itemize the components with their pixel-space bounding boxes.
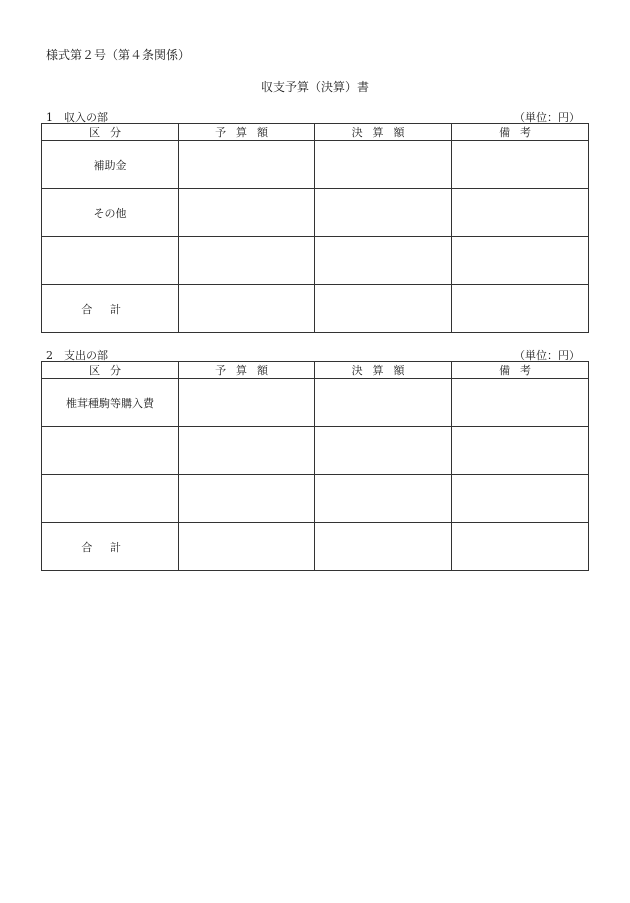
income-total-settlement-cell[interactable] [315,285,452,333]
expense-total-settlement-cell[interactable] [315,523,452,571]
expense-total-budget-cell[interactable] [179,523,315,571]
expense-category-cell[interactable] [42,427,179,475]
income-budget-cell[interactable] [179,237,315,285]
income-section-title: 1 収入の部 [46,111,108,124]
column-header-remarks: 備考 [452,362,589,379]
income-settlement-cell[interactable] [315,189,452,237]
income-remarks-cell[interactable] [452,237,589,285]
column-header-budget: 予算額 [179,362,315,379]
income-remarks-cell[interactable] [452,141,589,189]
expense-budget-cell[interactable] [179,427,315,475]
table-row [42,189,589,237]
column-header-settlement: 決算額 [315,362,452,379]
income-unit-label: （単位：円） [514,111,580,124]
expense-total-row [42,523,589,571]
income-budget-cell[interactable] [179,141,315,189]
column-header-category: 区分 [42,124,179,141]
expense-header-row [42,362,589,379]
column-header-settlement: 決算額 [315,124,452,141]
column-header-remarks: 備考 [452,124,589,141]
document-title: 収支予算（決算）書 [260,80,369,94]
expense-category-cell: 椎茸種駒等購入費 [42,379,179,427]
income-category-cell[interactable] [42,237,179,285]
income-total-budget-cell[interactable] [179,285,315,333]
income-total-label: 合計 [42,285,179,333]
expense-total-remarks-cell[interactable] [452,523,589,571]
expense-settlement-cell[interactable] [315,475,452,523]
expense-remarks-cell[interactable] [452,427,589,475]
expense-budget-cell[interactable] [179,379,315,427]
income-remarks-cell[interactable] [452,189,589,237]
income-header-row [42,124,589,141]
table-row [42,427,589,475]
form-number: 様式第２号（第４条関係） [46,48,191,62]
income-budget-cell[interactable] [179,189,315,237]
expense-budget-cell[interactable] [179,475,315,523]
income-category-cell: 補助金 [42,141,179,189]
expense-total-label: 合計 [42,523,179,571]
column-header-category: 区分 [42,362,179,379]
expense-settlement-cell[interactable] [315,379,452,427]
table-row [42,237,589,285]
income-table [41,123,589,333]
income-settlement-cell[interactable] [315,141,452,189]
income-category-cell: その他 [42,189,179,237]
expense-unit-label: （単位：円） [514,349,580,362]
income-settlement-cell[interactable] [315,237,452,285]
expense-settlement-cell[interactable] [315,427,452,475]
column-header-budget: 予算額 [179,124,315,141]
expense-category-cell[interactable] [42,475,179,523]
table-row [42,379,589,427]
table-row [42,141,589,189]
expense-section-title: 2 支出の部 [46,349,108,362]
table-row [42,475,589,523]
expense-remarks-cell[interactable] [452,379,589,427]
income-total-remarks-cell[interactable] [452,285,589,333]
expense-table [41,361,589,571]
income-total-row [42,285,589,333]
expense-remarks-cell[interactable] [452,475,589,523]
